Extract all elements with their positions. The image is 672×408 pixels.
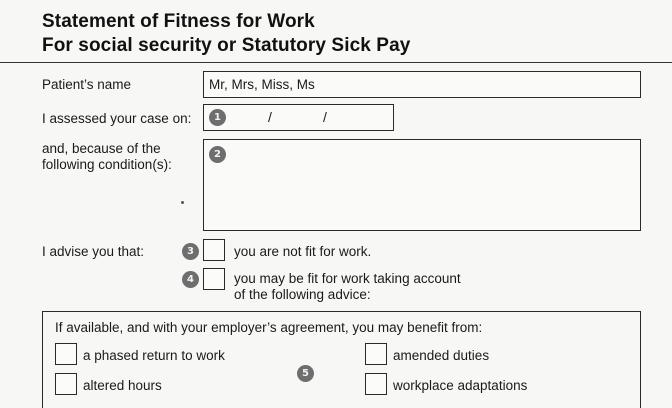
date-separator: / bbox=[323, 109, 327, 125]
phased-return-checkbox[interactable] bbox=[55, 343, 77, 365]
marker-1-icon: 1 bbox=[209, 109, 226, 126]
may-be-fit-checkbox[interactable] bbox=[203, 268, 225, 290]
may-be-fit-label-line2: of the following advice: bbox=[234, 287, 371, 302]
may-be-fit-label-line1: you may be fit for work taking account bbox=[234, 271, 461, 286]
altered-hours-checkbox[interactable] bbox=[55, 373, 77, 395]
condition-label-line1: and, because of the bbox=[42, 141, 161, 156]
patient-name-value: Mr, Mrs, Miss, Ms bbox=[209, 77, 315, 92]
marker-2-icon: 2 bbox=[209, 146, 226, 163]
benefits-panel bbox=[42, 311, 641, 408]
form-subtitle: For social security or Statutory Sick Pay bbox=[42, 35, 411, 56]
marker-3-icon: 3 bbox=[182, 243, 199, 260]
advice-label: I advise you that: bbox=[42, 244, 145, 259]
date-separator: / bbox=[268, 109, 272, 125]
condition-label-line2: following condition(s): bbox=[42, 157, 172, 172]
altered-hours-label: altered hours bbox=[83, 378, 162, 393]
workplace-adaptations-label: workplace adaptations bbox=[393, 378, 528, 393]
patient-name-field[interactable] bbox=[203, 71, 641, 98]
assessed-date-field[interactable] bbox=[203, 104, 394, 131]
benefits-intro: If available, and with your employer’s agreement, you may benefit from: bbox=[55, 320, 483, 335]
title-divider bbox=[0, 62, 672, 63]
scan-speck bbox=[181, 201, 184, 204]
marker-4-icon: 4 bbox=[182, 271, 199, 288]
amended-duties-label: amended duties bbox=[393, 348, 490, 363]
phased-return-label: a phased return to work bbox=[83, 348, 225, 363]
workplace-adaptations-checkbox[interactable] bbox=[365, 373, 387, 395]
marker-5-icon: 5 bbox=[297, 365, 314, 382]
condition-field[interactable] bbox=[203, 139, 641, 231]
patient-name-label: Patient’s name bbox=[42, 77, 132, 92]
amended-duties-checkbox[interactable] bbox=[365, 343, 387, 365]
not-fit-checkbox[interactable] bbox=[203, 239, 225, 261]
form-title: Statement of Fitness for Work bbox=[42, 11, 315, 32]
assessed-date-label: I assessed your case on: bbox=[42, 111, 192, 126]
not-fit-label: you are not fit for work. bbox=[234, 244, 372, 259]
